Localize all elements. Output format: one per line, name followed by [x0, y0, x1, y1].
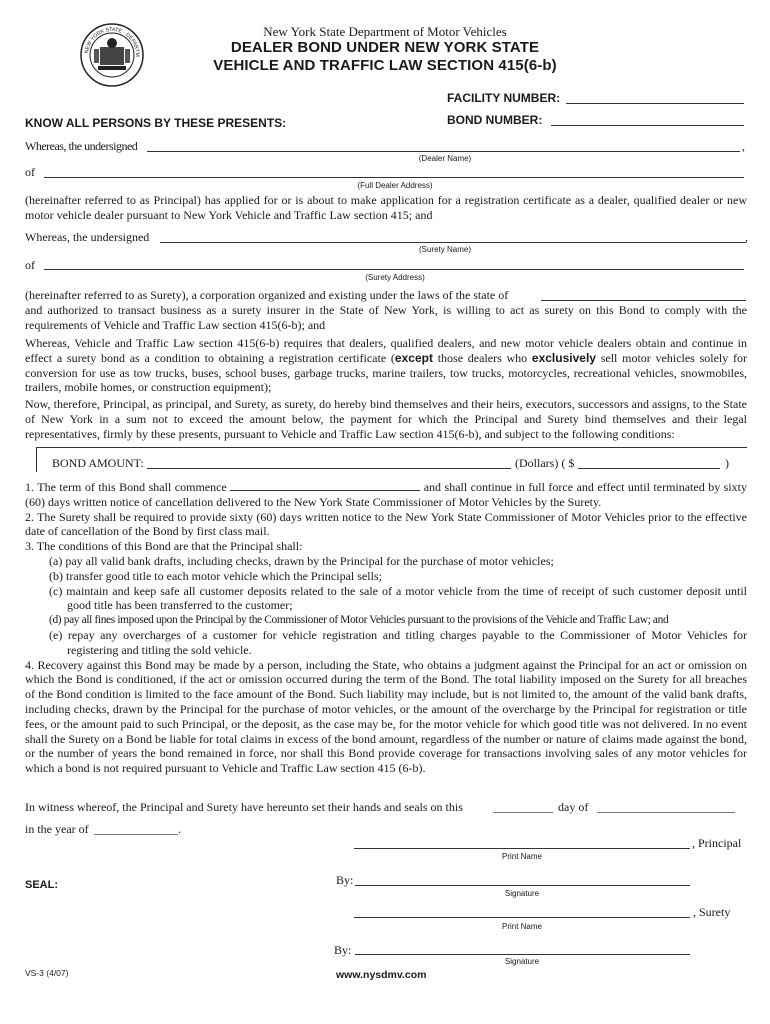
dealer-name-field[interactable] [147, 151, 740, 152]
bond-amount-numeric-field[interactable] [578, 468, 720, 469]
condition-1 [25, 480, 747, 510]
condition-3a: (a) pay all valid bank drafts, including checks, drawn by the Principal for the purchase of motor vehicles; [49, 553, 554, 568]
condition-1-b: and shall continue in full force and effect until terminated by sixty (60) days written notice of cancellation delivered to the New York State Commissioner of Motor Vehicles by the Surety. [25, 480, 748, 509]
witness-day-blank[interactable]: __________ [493, 800, 553, 814]
principal-whereas-label: Whereas, the undersigned [25, 139, 138, 153]
surety-signature-caption: Signature [504, 957, 540, 966]
principal-of-label: of [25, 165, 35, 179]
principal-text: (hereinafter referred to as Principal) has applied for or is about to make application for a registration certificate as a dealer, qualified dealer or new motor vehicle dealer pursuant to New York Vehicle and Traffic Law section 415; and [25, 193, 747, 222]
surety-whereas-label: Whereas, the undersigned [25, 230, 150, 244]
condition-3e: (e) repay any overcharges of a customer for vehicle registration and titling charges payable to the Commissioner of Motor Vehicles for registering and titling the sold vehicle. [49, 627, 747, 657]
whereas-vtl-paragraph [25, 336, 747, 395]
except-emphasis: except [394, 350, 433, 365]
dealer-address-field[interactable] [44, 177, 744, 178]
principal-by-label: By: [336, 873, 354, 887]
condition-4: 4. Recovery against this Bond may be made by a person, including the State, who obtains a judgment against the Principal for an act or omission on which the Bond is conditioned, if the act or omission occurred during the term of the Bond. The total liability imposed on the Surety for all breaches of the Bond condition is limited to the face amount of the Bond. Such liability may include, but is not limited to, the amount of the valid bank drafts, including checks, drawn by the Principal for the purchase of motor vehicles, or the amount of the overcharge by the Principal for registration or title fees, or the amount paid to such Principal, or the deposit, as the case may be, for the motor vehicle for which good title was not delivered. In no event shall the Surety on a Bond be liable for total claims in excess of the bond amount, regardless of the number or nature of claims made against the bond, or the number of years the bond remained in force, nor shall this Bond provide coverage for transactions involving sales of any motor vehicles for which a bond is not required pursuant to Vehicle and Traffic Law section 415 (6-b). [25, 657, 747, 776]
principal-print-name-field[interactable] [354, 848, 690, 849]
dealer-address-caption: (Full Dealer Address) [357, 181, 433, 190]
whereas-vtl-c: sell motor vehicles solely for conversion for use as tow trucks, buses, school buses, garbage trucks, marine trailers, tow trucks, motorcycles, recreational vehicles, snowmobiles, trailers, mobile homes, or construction equipment); [25, 350, 747, 395]
condition-2: 2. The Surety shall be required to provide sixty (60) days written notice to the New York State Commissioner of Motor Vehicles prior to the effective date of cancellation of the Bond by first class mail. [25, 509, 747, 539]
surety-text-b: and authorized to transact business as a surety insurer in the State of New York, is willing to act as surety on this Bond to comply with the requirements of Vehicle and Traffic Law section 415(6-b); and [25, 303, 747, 332]
bond-amount-words-field[interactable] [147, 468, 511, 469]
principal-signature-field[interactable] [355, 885, 690, 886]
condition-3d: (d) pay all fines imposed upon the Principal by the Commissioner of Motor Vehicles pursuant to the provisions of the Vehicle and Traffic Law; and [49, 614, 669, 627]
dealer-name-caption: (Dealer Name) [418, 154, 472, 163]
witness-text: In witness whereof, the Principal and Surety have hereunto set their hands and seals on this [25, 800, 463, 814]
bond-amount-label: BOND AMOUNT: [52, 456, 144, 470]
comma-2: , [745, 230, 748, 244]
surety-print-name-caption: Print Name [501, 922, 542, 931]
witness-year-label: in the year of [25, 822, 89, 836]
surety-text-a: (hereinafter referred to as Surety), a corporation organized and existing under the laws of the state of [25, 288, 509, 302]
surety-name-caption: (Surety Name) [418, 245, 471, 254]
bond-amount-close: ) [725, 456, 729, 470]
form-title-line1: DEALER BOND UNDER NEW YORK STATE [230, 39, 540, 56]
facility-number-field[interactable] [566, 103, 744, 104]
witness-month-blank[interactable]: _______________________ [597, 800, 735, 814]
principal-suffix: , Principal [692, 836, 742, 850]
surety-suffix: , Surety [693, 905, 731, 919]
witness-year-blank[interactable]: ______________. [94, 822, 181, 836]
principal-print-name-caption: Print Name [501, 852, 542, 861]
svg-text:NEW YORK STATE · DEPARTMENT OF: NEW YORK STATE · DEPARTM [84, 26, 141, 57]
website-link[interactable]: www.nysdmv.com [336, 969, 427, 981]
surety-by-label: By: [334, 943, 352, 957]
bond-number-field[interactable] [551, 125, 744, 126]
conditions-block [25, 480, 747, 776]
seal-label: SEAL: [25, 879, 58, 891]
surety-signature-field[interactable] [355, 954, 690, 955]
form-id: VS-3 (4/07) [25, 968, 69, 978]
whereas-vtl-a: Whereas, Vehicle and Traffic Law section 415(6-b) requires that dealers, qualified dealers, and new motor vehicle dealers obtain and continue in effect a surety bond as a condition to obtaining a registration certificate ( [25, 336, 747, 365]
bond-number-label: BOND NUMBER: [447, 113, 543, 127]
principal-signature-caption: Signature [504, 889, 540, 898]
condition-1-a: 1. The term of this Bond shall commence [25, 480, 227, 494]
condition-3b: (b) transfer good title to each motor vehicle which the Principal sells; [49, 568, 382, 583]
agency-name: New York State Department of Motor Vehicles [263, 24, 507, 39]
witness-day-of: day of [558, 800, 589, 814]
surety-state-field[interactable] [541, 300, 746, 301]
form-title-line2: VEHICLE AND TRAFFIC LAW SECTION 415(6-b) [213, 57, 557, 74]
now-therefore-paragraph: Now, therefore, Principal, as principal, and Surety, as surety, do hereby bind themselves and their heirs, executors, successors and assigns, to the State of New York in a sum not to exceed the amount below, the payment for which the Principal and Surety bind themselves and their legal representatives, firmly by these presents, pursuant to Vehicle and Traffic Law section 415(6-b), and subject to the following conditions: [25, 397, 747, 441]
exclusively-emphasis: exclusively [531, 350, 596, 365]
surety-print-name-field[interactable] [354, 917, 690, 918]
know-all-heading: KNOW ALL PERSONS BY THESE PRESENTS: [25, 116, 287, 130]
surety-of-label: of [25, 258, 35, 272]
condition-3: 3. The conditions of this Bond are that the Principal shall: [25, 539, 303, 554]
surety-name-field[interactable] [160, 242, 746, 243]
whereas-vtl-b: those dealers who [432, 350, 532, 365]
surety-address-caption: (Surety Address) [365, 273, 425, 282]
comma: , [742, 139, 745, 153]
condition-3c: (c) maintain and keep safe all customer deposits related to the sale of a motor vehicle from the time of receipt of such customer deposit until good title has been transferred to the customer; [49, 583, 747, 613]
facility-number-label: FACILITY NUMBER: [447, 91, 561, 105]
dollars-label: (Dollars) ( $ [515, 456, 575, 470]
commence-date-field[interactable] [230, 480, 420, 491]
surety-address-field[interactable] [44, 269, 744, 270]
